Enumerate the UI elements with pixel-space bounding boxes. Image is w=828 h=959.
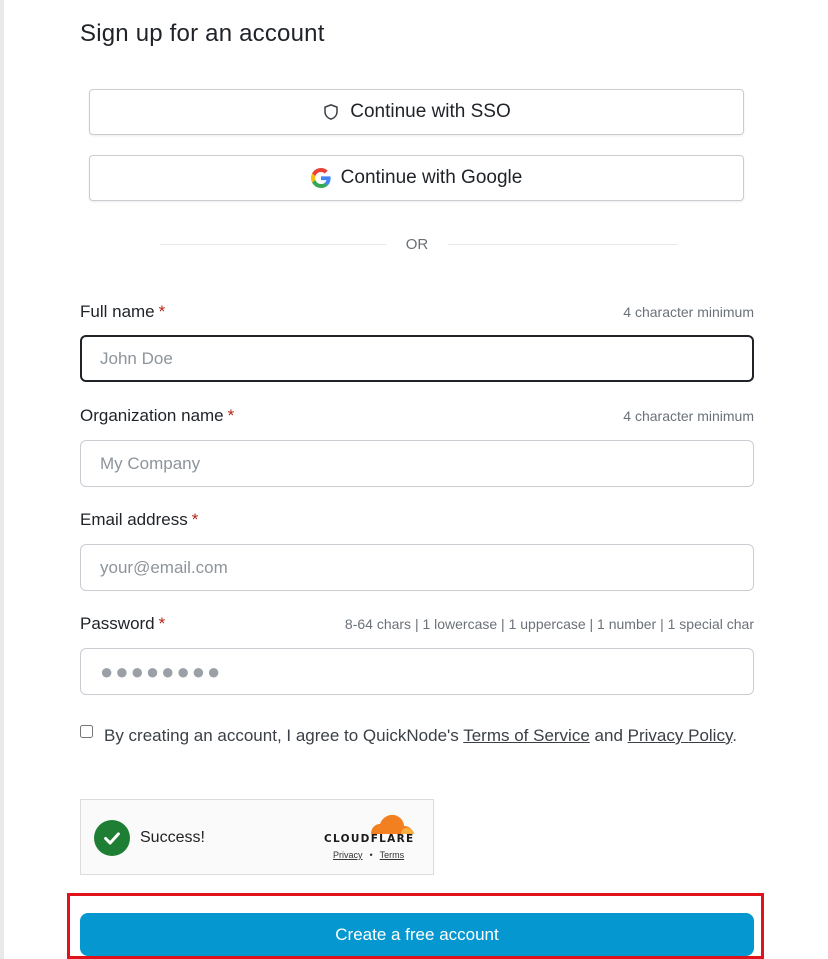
divider-line-right <box>448 244 678 245</box>
terms-agreement <box>80 722 754 750</box>
sso-button-label: Continue with SSO <box>350 101 511 122</box>
privacy-link-word-1: Privacy <box>627 726 684 745</box>
or-divider: OR <box>405 236 429 253</box>
password-masked-value: ●●●●●●●● <box>100 658 223 684</box>
terms-checkbox[interactable] <box>80 725 93 738</box>
terms-of-service-link[interactable]: Terms of Service <box>463 726 590 745</box>
email-address-label-text: Email address <box>80 510 188 529</box>
create-free-account-button[interactable]: Create a free account <box>80 913 754 956</box>
email-address-label <box>80 510 198 530</box>
checkmark-icon <box>94 820 130 856</box>
cloudflare-captcha <box>80 799 434 875</box>
cloudflare-privacy-link[interactable]: Privacy <box>333 850 363 860</box>
email-input[interactable] <box>80 544 754 591</box>
required-marker: * <box>158 614 166 633</box>
full-name-label-text: Full name <box>80 302 155 321</box>
organization-name-label <box>80 406 234 426</box>
divider-line-left <box>160 244 386 245</box>
password-input[interactable] <box>80 648 754 695</box>
page-title: Sign up for an account <box>80 20 325 47</box>
full-name-hint: 4 character minimum <box>623 304 754 320</box>
password-label-text: Password <box>80 614 155 633</box>
continue-with-sso-button[interactable] <box>89 89 744 135</box>
required-marker: * <box>191 510 199 529</box>
privacy-link-word-2: Policy <box>688 726 733 745</box>
full-name-input[interactable] <box>80 335 754 382</box>
cloudflare-links <box>333 850 404 860</box>
shield-icon <box>322 103 340 121</box>
cloudflare-wordmark: CLOUDFLARE <box>324 833 415 845</box>
organization-name-label-text: Organization name <box>80 406 224 425</box>
password-label <box>80 614 165 634</box>
full-name-label <box>80 302 165 322</box>
organization-name-hint: 4 character minimum <box>623 408 754 424</box>
required-marker: * <box>158 302 166 321</box>
privacy-policy-link[interactable] <box>628 726 733 745</box>
cloudflare-terms-link[interactable]: Terms <box>379 850 405 860</box>
terms-text <box>104 722 754 750</box>
terms-suffix: . <box>732 726 737 745</box>
google-icon <box>311 168 331 188</box>
captcha-status: Success! <box>140 829 205 846</box>
terms-prefix: By creating an account, I agree to QuickNode's <box>104 726 459 745</box>
google-button-label: Continue with Google <box>340 167 523 188</box>
password-requirements-hint: 8-64 chars | 1 lowercase | 1 uppercase | 1 number | 1 special char <box>344 616 754 632</box>
organization-name-input[interactable] <box>80 440 754 487</box>
terms-and: and <box>594 726 623 745</box>
cloudflare-link-separator: • <box>369 850 373 860</box>
continue-with-google-button[interactable] <box>89 155 744 201</box>
left-border <box>0 0 4 959</box>
required-marker: * <box>227 406 235 425</box>
